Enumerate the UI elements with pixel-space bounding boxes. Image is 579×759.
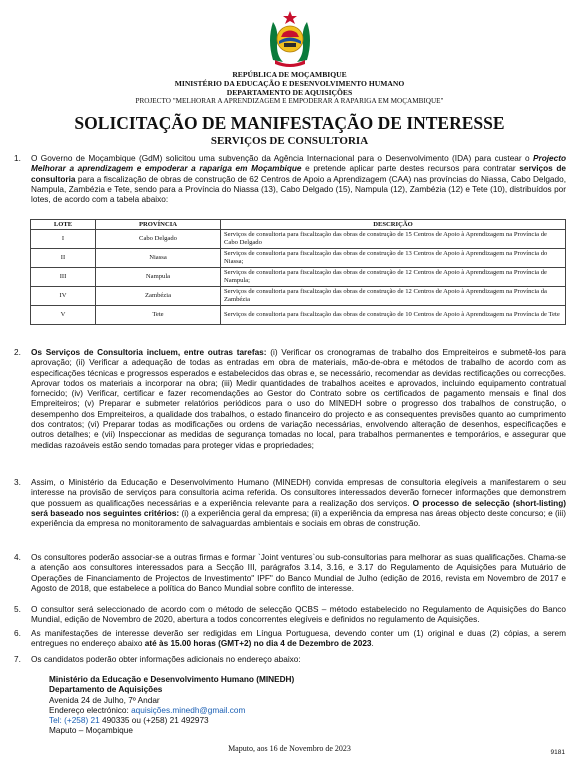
header-department: DEPARTAMENTO DE AQUISIÇÕES [226, 88, 353, 97]
table-row [31, 268, 566, 287]
paragraph-number: 6. [14, 629, 21, 638]
cell-descricao: Serviços de consultoria para fiscalização das obras de construção de 12 Centros de Apoio à Aprendizagem na Província de Nampula; [221, 268, 566, 287]
paragraph-1: 1. O Governo de Moçambique (GdM) solicitou uma subvenção da Agência Internacional para o Desenvolvimento (IDA) para custear o Projecto Melhorar a aprendizagem e empoderar a rapariga em Moçambique e pretende aplicar parte destes recursos para contratar serviços de consultoria para a fiscalização de obras de construção de 62 Centros de Apoio a Aprendizagem (CAA) nas províncias do Niassa, Cabo Delgado, Nampula, Zambézia e Tete, sendo para a Província do Niassa (13), Cabo Delgado (15), Nampula (12), Zambézia (12) e Tete (10), distribuídos por lotes, de acordo com a tabela abaixo: [14, 154, 567, 205]
mozambique-coat-of-arms-icon [265, 10, 315, 68]
cell-descricao: Serviços de consultoria para fiscalização das obras de construção de 15 Centros de Apoio à Aprendizagem na Província de Cabo Delgado [221, 230, 566, 249]
email-label: Endereço electrónico: [49, 705, 132, 715]
phone-numbers: 490335 ou (+258) 21 492973 [99, 716, 209, 726]
paragraph-6: 6. As manifestações de interesse deverão ser redigidas em Língua Portuguesa, devendo conter um (1) original e duas (2) cópias, a serem entregues no endereço abaixo até às 15.00 horas (GMT+2) no dia 4 de Dezembro de 2023. [14, 629, 566, 649]
table-header-row [31, 220, 566, 230]
cell-lote: III [31, 268, 96, 287]
email-link[interactable]: aquisições.minedh@gmail.com [131, 705, 246, 715]
paragraph-number: 3. [14, 478, 21, 487]
cell-provincia: Nampula [96, 268, 221, 287]
cell-provincia: Cabo Delgado [96, 230, 221, 249]
paragraph-number: 2. [14, 348, 21, 357]
contact-address [49, 675, 294, 737]
closing-date: Maputo, aos 16 de Novembro de 2023 [228, 744, 351, 753]
column-header-lote: LOTE [31, 220, 96, 230]
paragraph-number: 5. [14, 605, 21, 614]
table-row [31, 230, 566, 249]
cell-descricao: Serviços de consultoria para fiscalização das obras de construção de 12 Centros de Apoio à Aprendizagem na Província da Zambézia [221, 287, 566, 306]
header-republic: REPÚBLICA DE MOÇAMBIQUE [232, 70, 347, 79]
cell-lote: II [31, 249, 96, 268]
cell-provincia: Niassa [96, 249, 221, 268]
cell-lote: I [31, 230, 96, 249]
paragraph-number: 1. [14, 154, 21, 163]
paragraph-number: 4. [14, 553, 21, 562]
reference-number: 9181 [550, 749, 565, 756]
paragraph-number: 7. [14, 655, 21, 664]
cell-provincia: Tete [96, 306, 221, 325]
address-department: Departamento de Aquisições [49, 685, 163, 695]
document-title: SOLICITAÇÃO DE MANIFESTAÇÃO DE INTERESSE [74, 113, 505, 133]
document-subtitle: SERVIÇOS DE CONSULTORIA [210, 135, 369, 147]
table-row [31, 249, 566, 268]
address-street: Avenida 24 de Julho, 7º Andar [49, 695, 160, 705]
cell-descricao: Serviços de consultoria para fiscalização das obras de construção de 10 Centros de Apoio à Aprendizagem na Província de Tete [221, 306, 566, 325]
column-header-descricao: DESCRIÇÃO [221, 220, 566, 230]
address-city: Maputo – Moçambique [49, 726, 133, 736]
phone-label: Tel: (+258) 21 [49, 716, 100, 726]
cell-lote: IV [31, 287, 96, 306]
cell-descricao: Serviços de consultoria para fiscalização das obras de construção de 13 Centros de Apoio à Aprendizagem na Província do Niassa; [221, 249, 566, 268]
header-project: PROJECTO "MELHORAR A APRENDIZAGEM E EMPODERAR A RAPARIGA EM MOÇAMBIQUE" [135, 97, 444, 105]
paragraph-2: 2. Os Serviços de Consultoria incluem, entre outras tarefas: (i) Verificar os cronogramas de trabalho dos Empreiteiros e submetê-los para aprovação; (ii) Verificar a adequação de todas as entradas em obra de materiais, mão-de-obra e métodos de trabalho de acordo com as especificações técnicas e progressos esperados e estabelecidos das obras e, se necessário, recomendar as devidas rectificações ou correcções. Aprovar todos os materiais a incorporar na obra; (iii) Medir quantidades de trabalhos aceites e aprovados, incluindo equipamento contratual fornecido; (iv) Verificar, certificar e fazer recomendações ao Gestor do Contrato sobre os certificados de pagamento mensais e final dos Empreiteiros; (v) Preparar e submeter relatórios periódicos para o uso do MINEDH sobre o progresso dos trabalhos de construção, o desempenho dos Empreiteiros, a qualidade dos trabalhos, o estado financeiro do projecto e as consequentes previsões quanto ao cumprimento dos contratos; (vi) Preparar todas as modificações ou ordens de variação necessárias, envolvendo alteração de desenhos, especificações e outros detalhes; e (vii) Inspeccionar as medidas de segurança tomadas no local, para trabalhos permanentes e temporários, e assegurar que medidas razoáveis estão sendo tomadas para proteger vidas e propriedades; [14, 348, 566, 450]
paragraph-7: 7. Os candidatos poderão obter informações adicionais no endereço abaixo: [14, 655, 301, 664]
table-row [31, 306, 566, 325]
cell-provincia: Zambézia [96, 287, 221, 306]
column-header-provincia: PROVÍNCIA [96, 220, 221, 230]
table-row [31, 287, 566, 306]
lots-table [30, 219, 566, 325]
header-ministry: MINISTÉRIO DA EDUCAÇÃO E DESENVOLVIMENTO HUMANO [174, 79, 405, 88]
paragraph-5: 5. O consultor será seleccionado de acordo com o método de selecção QCBS – método estabelecido no Regulamento de Aquisições do Banco Mundial, edição de Novembro de 2020, abertura a todos concorrentes elegíveis e definidos no regulamento de Aquisições. [14, 605, 566, 625]
paragraph-3: 3. Assim, o Ministério da Educação e Desenvolvimento Humano (MINEDH) convida empresas de consultoria elegíveis a manifestarem o seu interesse na provisão de serviços para consultoria acima referida. Os consultores interessados deverão fornecer informações que demonstrem que possuem as qualificações necessárias e a experiência relevante para a realização dos serviços. O processo de selecção (short-listing) será baseado nos seguintes critérios: (i) a experiência geral da empresa; (ii) a experiência da empresa nas áreas objecto deste concurso; e (iii) experiência da empresa no monitoramento de salvaguardas ambientais e sociais em obras de construção. [14, 478, 567, 529]
paragraph-4: 4. Os consultores poderão associar-se a outras firmas e formar `Joint ventures`ou sub-consultorias para melhorar as suas qualificações. Chama-se a atenção aos consultores interessados para a Secção III, parágrafos 3.14, 3.16, e 3.17 do Regulamento de Aquisições para Mutuário de Operações de Financiamento de Projectos de Investimento" IPF" do Banco Mundial de Julho (edição de 2016, revista em Novembro de 2017 e Agosto de 2018, que estabelece a política do Banco Mundial sobre conflito de interesse. [14, 553, 566, 593]
address-ministry: Ministério da Educação e Desenvolvimento Humano (MINEDH) [49, 675, 295, 684]
cell-lote: V [31, 306, 96, 325]
